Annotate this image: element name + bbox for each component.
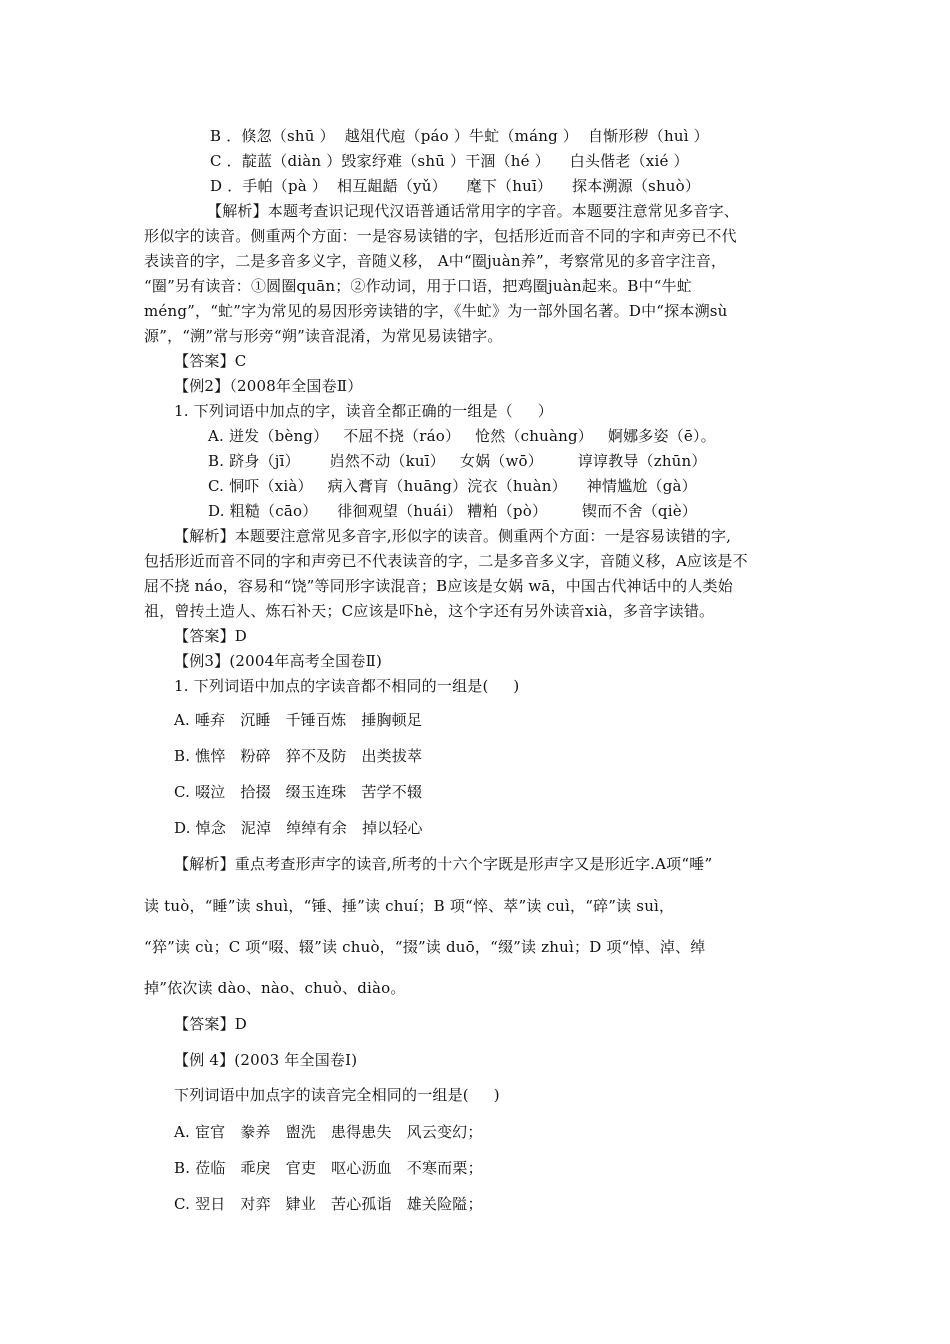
analysis-line: 表读音的字，二是多音多义字，音随义移， A中“圈juàn养”，考察常见的多音字注音，	[144, 252, 727, 270]
analysis-line: 源”，“溯”常与形旁“朔”读音混淆，为常见易读错字。	[144, 327, 503, 345]
analysis-line: “圈”另有读音：①圆圈quān；②作动词，用于口语，把鸡圈juàn起来。B中“牛虻	[144, 277, 693, 295]
example-title: 【例 4】(2003 年全国卷Ⅰ)	[174, 1051, 358, 1069]
option-line: B. 跻身（jī） 岿然不动（kuī） 女娲（wō） 谆谆教导（zhūn）	[208, 452, 707, 470]
analysis-line: 屈不挠 náo，容易和“饶”等同形字读混音；B应该是女娲 wā，中国古代神话中的人类始	[144, 577, 733, 595]
option-line: D. 粗糙（cāo） 徘徊观望（huái） 糟粕（pò） 锲而不舍（qiè）	[208, 502, 697, 520]
option-b-line: B ．倏忽（shū ） 越俎代庖（páo ）牛虻（máng ） 自惭形秽（huì ）	[210, 127, 709, 145]
option-line: A. 唾弃 沉睡 千锤百炼 捶胸顿足	[174, 711, 423, 729]
option-line: C. 啜泣 拾掇 缀玉连珠 苦学不辍	[174, 783, 423, 801]
analysis-line: 包括形近而音不同的字和声旁已不代表读音的字，二是多音多义字，音随义移，A应该是不	[144, 552, 748, 570]
question-text: 1. 下列词语中加点的字读音都不相同的一组是( )	[174, 677, 520, 695]
analysis-line: 读 tuò，“睡”读 shuì，“锤、捶”读 chuí；B 项“悴、萃”读 cuì，“碎”读 suì，	[144, 897, 675, 915]
answer-label: 【答案】D	[174, 627, 248, 645]
answer-label: 【答案】D	[174, 1015, 248, 1033]
option-line: D. 悼念 泥淖 绰绰有余 掉以轻心	[174, 819, 423, 837]
option-line: B. 憔悴 粉碎 猝不及防 出类拔萃	[174, 747, 423, 765]
option-line: B. 莅临 乖戾 官吏 呕心沥血 不寒而栗；	[174, 1159, 483, 1177]
question-text: 下列词语中加点字的读音完全相同的一组是( )	[174, 1086, 500, 1104]
example-title: 【例2】（2008年全国卷Ⅱ）	[174, 377, 363, 395]
analysis-line: “猝”读 cù；C 项“啜、辍”读 chuò，“掇”读 duō，“缀”读 zhuì；D 项“悼、淖、绰	[144, 938, 706, 956]
analysis-line: 形似字的读音。侧重两个方面：一是容易读错的字，包括形近而音不同的字和声旁已不代	[144, 227, 737, 245]
analysis-line: 【解析】本题要注意常见多音字,形似字的读音。侧重两个方面：一是容易读错的字,	[174, 527, 732, 545]
analysis-line: 【解析】重点考查形声字的读音,所考的十六个字既是形声字又是形近字.A项“唾”	[174, 855, 713, 873]
option-d-line: D ．手帕（pà ） 相互龃龉（yǔ） 麾下（huī） 探本溯源（shuò）	[210, 177, 701, 195]
option-line: A. 迸发（bèng） 不屈不挠（ráo） 怆然（chuàng） 婀娜多姿（ē）。	[208, 427, 716, 445]
option-line: C. 恫吓（xià） 病入膏肓（huāng）浣衣（huàn） 神情尴尬（gà）	[208, 477, 697, 495]
option-line: C. 翌日 对弈 肄业 苦心孤诣 雄关险隘；	[174, 1195, 483, 1213]
option-c-line: C ．靛蓝（diàn ）毁家纾难（shū ）干涸（hé ） 白头偕老（xié ）	[210, 152, 689, 170]
analysis-line: méng”，“虻”字为常见的易因形旁读错的字，《牛虻》为一部外国名著。D中“探本溯sù	[144, 302, 728, 320]
question-text: 1. 下列词语中加点的字，读音全都正确的一组是（ ）	[174, 402, 553, 420]
analysis-line: 祖，曾抟土造人、炼石补天；C应该是吓hè，这个字还有另外读音xià，多音字读错。	[144, 602, 715, 620]
answer-label: 【答案】C	[174, 352, 247, 370]
example-title: 【例3】(2004年高考全国卷Ⅱ)	[174, 652, 383, 670]
analysis-line: 掉”依次读 dào、nào、chuò、diào。	[144, 979, 406, 997]
option-line: A. 宦官 豢养 盥洗 患得患失 风云变幻；	[174, 1123, 483, 1141]
analysis-line: 【解析】本题考查识记现代汉语普通话常用字的字音。本题要注意常见多音字、	[207, 202, 740, 220]
